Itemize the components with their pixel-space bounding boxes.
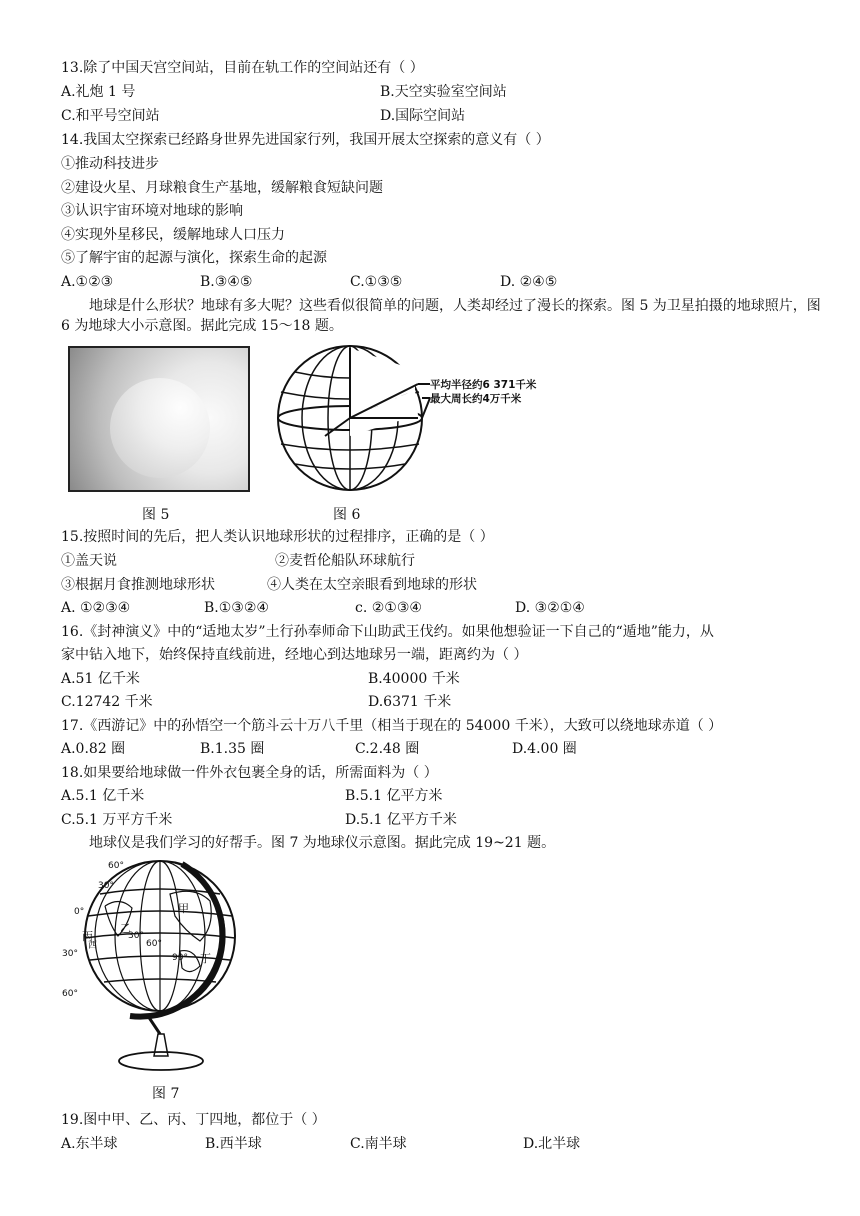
q15-item-3: ③根据月食推测地球形状 bbox=[61, 577, 215, 593]
q14-stem: 14.我国太空探索已经路身世界先进国家行列，我国开展太空探索的意义有（ ） bbox=[61, 132, 550, 148]
figure-7-globe-diagram bbox=[60, 856, 250, 1078]
intro-15-18: 地球是什么形状？地球有多大呢？这些看似很简单的问题，人类却经过了漫长的探索。图 5 为卫星拍摄的地球照片，图 6 为地球大小示意图。据此完成 15～18 题。 bbox=[61, 298, 821, 334]
place-label-ding: 丁 bbox=[200, 952, 211, 965]
q17-option-c: C.2.48 圈 bbox=[355, 741, 420, 757]
place-label-jia: 甲 bbox=[178, 902, 189, 915]
q15-item-2: ②麦哲伦船队环球航行 bbox=[275, 553, 415, 569]
q15-item-1: ①盖天说 bbox=[61, 553, 117, 569]
figure-7-caption: 图 7 bbox=[152, 1086, 180, 1102]
lat-label-0: 0° bbox=[74, 907, 85, 917]
q19-stem: 19.图中甲、乙、丙、丁四地，都位于（ ） bbox=[61, 1112, 326, 1128]
figure-5-earth-photo bbox=[68, 346, 250, 492]
q16-option-a: A.51 亿千米 bbox=[61, 671, 140, 687]
q19-option-d: D.北半球 bbox=[523, 1136, 581, 1152]
q14-option-d: D. ②④⑤ bbox=[500, 274, 558, 290]
q14-option-c: C.①③⑤ bbox=[350, 274, 403, 290]
q17-option-b: B.1.35 圈 bbox=[200, 741, 265, 757]
lon-label-30: 30° bbox=[128, 931, 144, 941]
q18-option-b: B.5.1 亿平方米 bbox=[345, 788, 443, 804]
q16-option-b: B.40000 千米 bbox=[368, 671, 460, 687]
q16-option-c: C.12742 千米 bbox=[61, 694, 153, 710]
lon-label-90: 90° bbox=[172, 953, 188, 963]
earth-photo bbox=[110, 378, 210, 478]
q19-option-a: A.东半球 bbox=[61, 1136, 118, 1152]
q17-option-d: D.4.00 圈 bbox=[512, 741, 577, 757]
q13-option-d: D.国际空间站 bbox=[380, 108, 466, 124]
lon-label-west: 西 bbox=[88, 941, 98, 951]
q14-option-a: A.①②③ bbox=[61, 274, 114, 290]
q15-option-d: D. ③②①④ bbox=[515, 600, 585, 616]
place-label-yi: 乙 bbox=[120, 922, 131, 935]
q14-item-1: ①推动科技进步 bbox=[61, 156, 159, 172]
q19-option-c: C.南半球 bbox=[350, 1136, 407, 1152]
figure-5-caption: 图 5 bbox=[142, 507, 170, 523]
q15-option-c: c. ②①③④ bbox=[355, 600, 422, 616]
q16-option-d: D.6371 千米 bbox=[368, 694, 452, 710]
q13-option-c: C.和平号空间站 bbox=[61, 108, 160, 124]
q16-stem-line-1: 16.《封神演义》中的“适地太岁”土行孙奉师命下山助武王伐约。如果他想验证一下自己的“遁地”能力，从 bbox=[61, 624, 714, 640]
q13-stem: 13.除了中国天宫空间站，目前在轨工作的空间站还有（ ） bbox=[61, 60, 424, 76]
q14-option-b: B.③④⑤ bbox=[200, 274, 253, 290]
q17-option-a: A.0.82 圈 bbox=[61, 741, 126, 757]
q19-option-b: B.西半球 bbox=[205, 1136, 262, 1152]
circumference-label: 最大周长约4万千米 bbox=[430, 393, 522, 405]
q18-option-d: D.5.1 亿平方千米 bbox=[345, 812, 457, 828]
q16-stem-line-2: 家中钻入地下，始终保持直线前进，经地心到达地球另一端，距离约为（ ） bbox=[61, 647, 528, 663]
lat-label-30s: 30° bbox=[62, 949, 78, 959]
q14-item-5: ⑤了解宇宙的起源与演化，探索生命的起源 bbox=[61, 250, 327, 266]
q14-item-3: ③认识宇宙环境对地球的影响 bbox=[61, 203, 243, 219]
figure-6-earth-size-diagram bbox=[265, 340, 565, 500]
figure-6-caption: 图 6 bbox=[333, 507, 361, 523]
q13-option-a: A.礼炮 1 号 bbox=[61, 84, 136, 100]
lat-label-60s: 60° bbox=[62, 989, 78, 999]
q14-item-4: ④实现外星移民，缓解地球人口压力 bbox=[61, 227, 285, 243]
q18-option-c: C.5.1 万平方千米 bbox=[61, 812, 173, 828]
q13-option-b: B.天空实验室空间站 bbox=[380, 84, 507, 100]
place-label-xi: 丙 bbox=[82, 930, 93, 943]
lat-label-60n: 60° bbox=[108, 861, 124, 871]
q15-stem: 15.按照时间的先后，把人类认识地球形状的过程排序，正确的是（ ） bbox=[61, 529, 494, 545]
q15-option-a: A. ①②③④ bbox=[61, 600, 131, 616]
lat-label-30n: 30° bbox=[98, 881, 114, 891]
intro-19-21: 地球仪是我们学习的好帮手。图 7 为地球仪示意图。据此完成 19~21 题。 bbox=[89, 835, 556, 851]
q18-stem: 18.如果要给地球做一件外衣包裹全身的话，所需面料为（ ） bbox=[61, 765, 438, 781]
lon-label-60: 60° bbox=[146, 939, 162, 949]
q15-option-b: B.①③②④ bbox=[204, 600, 269, 616]
q18-option-a: A.5.1 亿千米 bbox=[61, 788, 145, 804]
q17-stem: 17.《西游记》中的孙悟空一个筋斗云十万八千里（相当于现在的 54000 千米），大致可以绕地球赤道（ ） bbox=[61, 718, 723, 734]
q15-item-4: ④人类在太空亲眼看到地球的形状 bbox=[267, 577, 477, 593]
q14-item-2: ②建设火星、月球粮食生产基地，缓解粮食短缺问题 bbox=[61, 180, 383, 196]
radius-label: 平均半径约6 371千米 bbox=[430, 379, 537, 391]
